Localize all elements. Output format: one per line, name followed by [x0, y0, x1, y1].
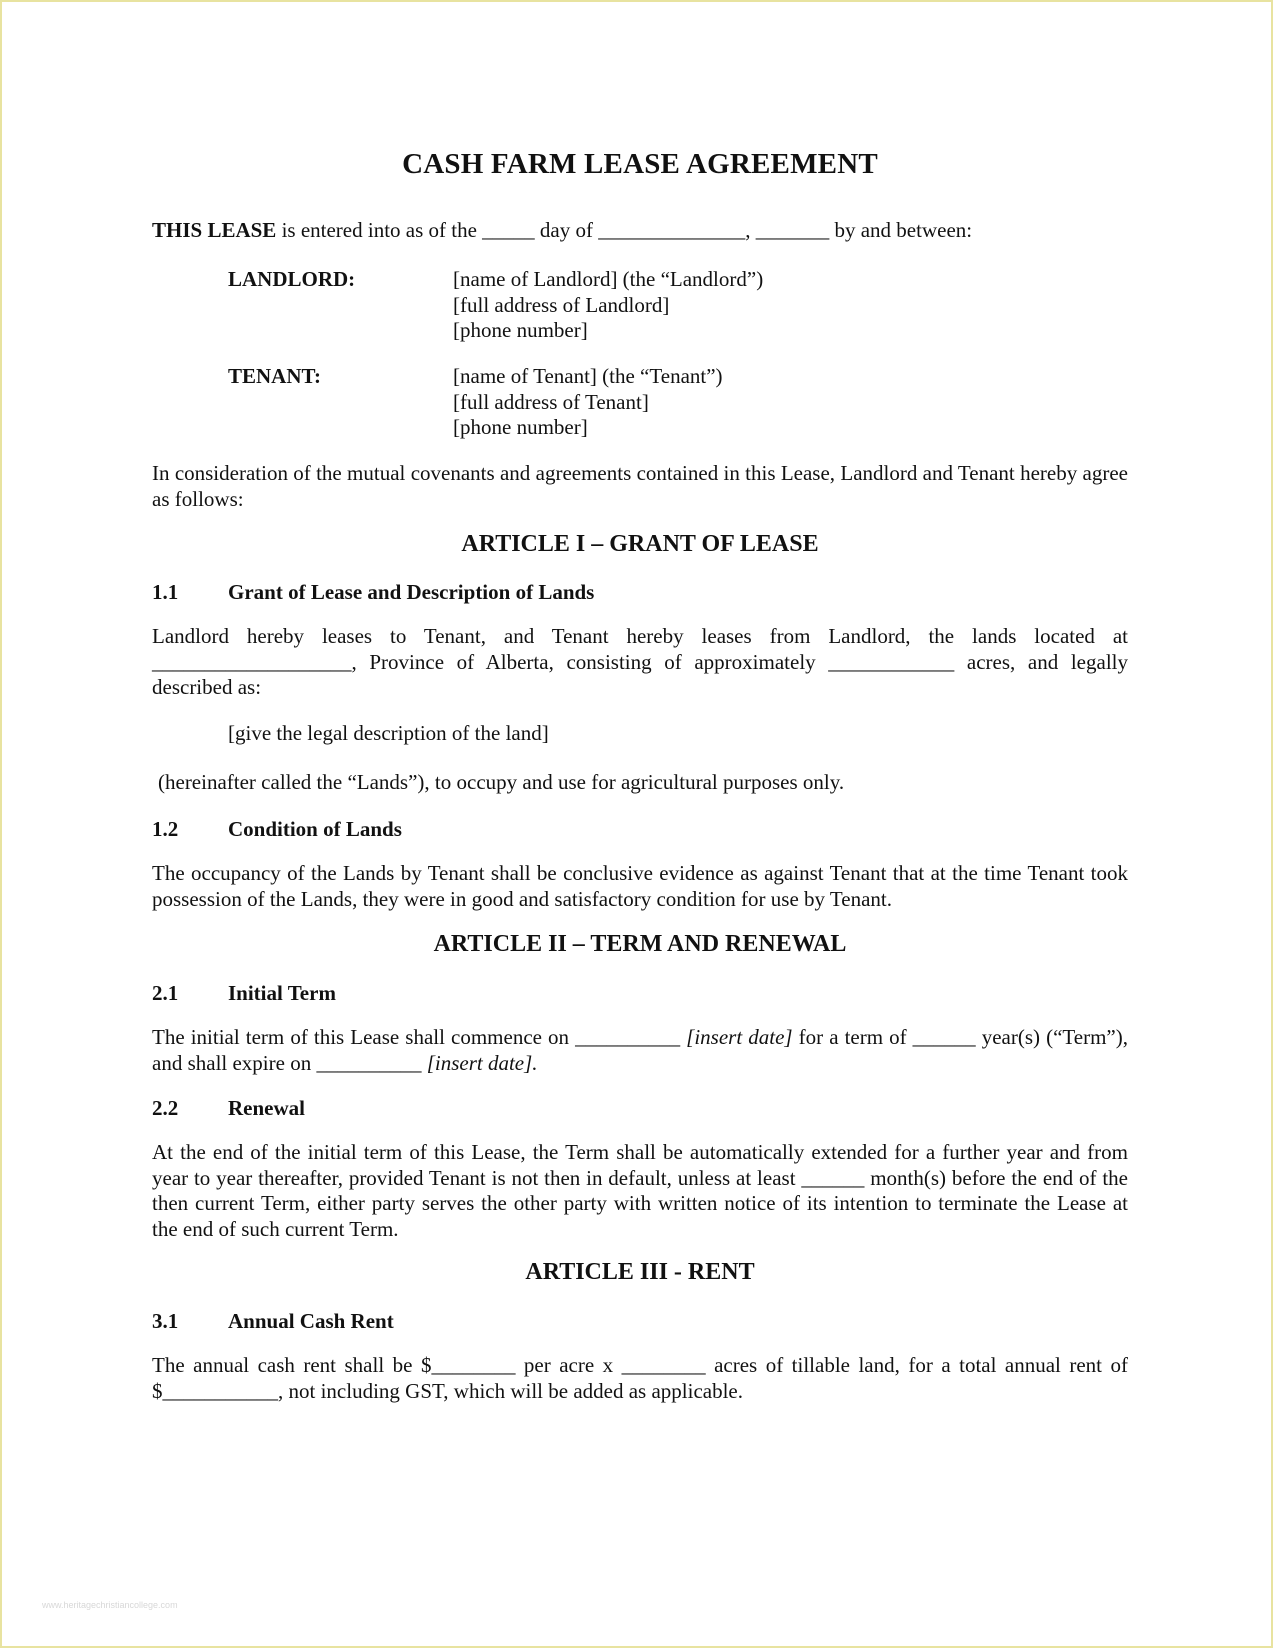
landlord-name: [name of Landlord] (the “Landlord”) — [453, 267, 764, 291]
intro-paragraph — [152, 218, 1128, 244]
article-1-heading: ARTICLE I – GRANT OF LEASE — [461, 531, 819, 557]
section-2-1-title: Initial Term — [228, 981, 336, 1005]
section-3-1-text: The annual cash rent shall be $________ per acre x ________ acres of tillable land, for a total annual rent of $___________, not including GST, which will be added as applicable. — [152, 1353, 1128, 1403]
insert-date-note-1: [insert date] — [686, 1025, 793, 1049]
intro-lead: THIS LEASE — [152, 218, 277, 242]
intro-text: is entered into as of the _____ day of ______________, _______ by and between: — [276, 218, 973, 242]
section-2-1-number: 2.1 — [152, 981, 179, 1005]
section-1-2-title: Condition of Lands — [228, 817, 402, 841]
landlord-address: [full address of Landlord] — [453, 292, 670, 317]
section-1-1-number: 1.1 — [152, 580, 179, 604]
tenant-details — [453, 364, 953, 441]
watermark-text: www.heritagechristiancollege.com — [42, 1600, 178, 1610]
document-title: CASH FARM LEASE AGREEMENT — [402, 148, 878, 180]
section-3-1-number: 3.1 — [152, 1309, 179, 1333]
landlord-details — [453, 267, 953, 344]
landlord-phone: [phone number] — [453, 318, 588, 342]
section-2-2-title: Renewal — [228, 1096, 305, 1120]
section-3-1-title: Annual Cash Rent — [228, 1309, 394, 1333]
section-1-1-title: Grant of Lease and Description of Lands — [228, 580, 595, 604]
landlord-label: LANDLORD: — [228, 267, 356, 291]
section-2-2-number: 2.2 — [152, 1096, 179, 1120]
tenant-label: TENANT: — [228, 364, 321, 388]
legal-description-placeholder: [give the legal description of the land] — [228, 721, 549, 745]
insert-date-note-2: [insert date]. — [426, 1050, 538, 1075]
lands-definition-text: (hereinafter called the “Lands”), to occupy and use for agricultural purposes only. — [158, 770, 845, 794]
section-1-2-number: 1.2 — [152, 817, 179, 841]
initial-term-text-a: The initial term of this Lease shall commence on __________ — [152, 1025, 687, 1049]
tenant-name: [name of Tenant] (the “Tenant”) — [453, 364, 723, 388]
section-1-1-text: Landlord hereby leases to Tenant, and Tenant hereby leases from Landlord, the lands located at ___________________, Province of Alberta, consisting of approximately ____________ acres, and legally described as: — [152, 624, 1128, 699]
initial-term-text-b: for a term of ______ year(s) (“Term”), and shall expire on __________ — [152, 1025, 1128, 1075]
tenant-phone: [phone number] — [453, 415, 588, 439]
tenant-address: [full address of Tenant] — [453, 389, 649, 414]
article-2-heading: ARTICLE II – TERM AND RENEWAL — [433, 931, 847, 957]
section-2-1-text — [152, 1025, 1128, 1076]
consideration-paragraph: In consideration of the mutual covenants and agreements contained in this Lease, Landlord and Tenant hereby agree as follows: — [152, 461, 1128, 511]
section-2-2-text: At the end of the initial term of this Lease, the Term shall be automatically extended for a further year and from year to year thereafter, provided Tenant is not then in default, unless at least ______ month(s) before the end of the then current Term, either party serves the other party with written notice of its intention to terminate the Lease at the end of such current Term. — [152, 1140, 1128, 1241]
article-3-heading: ARTICLE III - RENT — [525, 1259, 755, 1285]
section-1-2-text: The occupancy of the Lands by Tenant shall be conclusive evidence as against Tenant that at the time Tenant took possession of the Lands, they were in good and satisfactory condition for use by Tenant. — [152, 861, 1128, 911]
